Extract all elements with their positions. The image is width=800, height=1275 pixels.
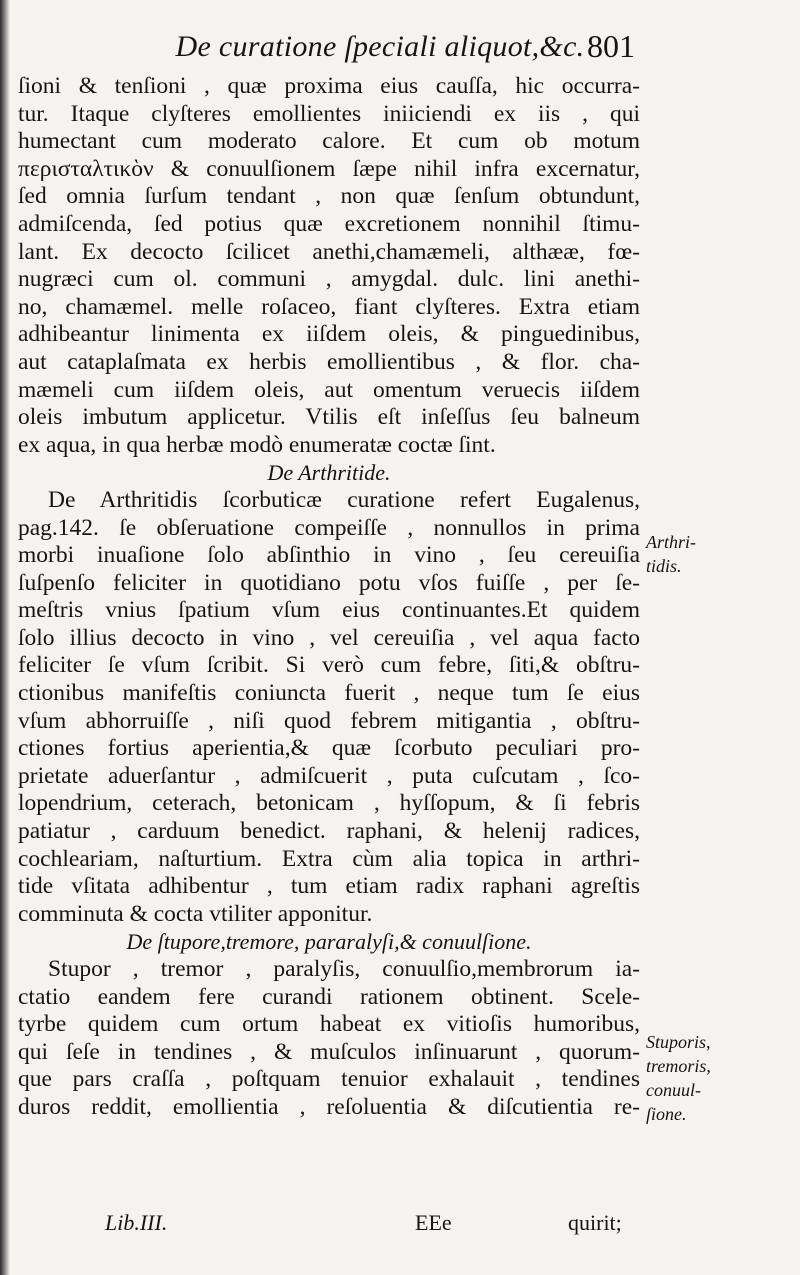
section-heading: De ſtupore,tremore, pararalyſi,& conuulſione. <box>126 929 532 955</box>
text-line: tyrbe quidem cum ortum habeat ex vitioſis humoribus, <box>18 1011 640 1038</box>
body-text <box>18 73 640 1122</box>
text-line: tide vſitata adhibentur , tum etiam radix raphani agreſtis <box>18 873 640 900</box>
text-line: ſolo illius decocto in vino , vel cereuiſia , vel aqua facto <box>18 624 640 651</box>
text-line: lopendrium, ceterach, betonicam , hyſſopum, & ſi febris <box>18 790 640 817</box>
text-line: περισταλτικὸν & conuulſionem ſæpe nihil infra excernatur, <box>18 155 640 182</box>
text-line: aut cataplaſmata ex herbis emollientibus , & flor. cha- <box>18 348 640 375</box>
text-line: qui ſeſe in tendines , & muſculos inſinuarunt , quorum- <box>18 1038 640 1065</box>
text-line: vſum abhorruiſſe , niſi quod febrem mitigantia , obſtru- <box>18 707 640 734</box>
text-line: morbi inuaſione ſolo abſinthio in vino , ſeu cereuiſia <box>18 542 640 569</box>
text-line: adhibeantur linimenta ex iiſdem oleis, & pinguedinibus, <box>18 321 640 348</box>
text-line: pag.142. ſe obſeruatione compeiſſe , nonnullos in prima <box>18 514 640 541</box>
text-line: De Arthritidis ſcorbuticæ curatione refert Eugalenus, <box>48 486 640 513</box>
text-line: lant. Ex decocto ſcilicet anethi,chamæmeli, althææ, fœ- <box>18 238 640 265</box>
signature-mark: Lib.III. <box>105 1210 168 1235</box>
text-line: ctionibus manifeſtis coniuncta fuerit , neque tum ſe eius <box>18 680 640 707</box>
text-line: ctiones fortius aperientia,& quæ ſcorbuto peculiari pro- <box>18 735 640 762</box>
text-line: ctatio eandem fere curandi rationem obtinent. Scele- <box>18 983 640 1010</box>
text-line: ſioni & tenſioni , quæ proxima eius cauſſa, hic occurra- <box>18 73 640 99</box>
margin-note-arthritis: Arthri- tidis. <box>646 532 697 576</box>
text-line: comminuta & cocta vtiliter apponitur. <box>18 900 373 927</box>
text-line: ex aqua, in qua herbæ modò enumeratæ coctæ ſint. <box>18 431 496 458</box>
text-line: admiſcenda, ſed potius quæ excretionem nonnihil ſtimu- <box>18 210 640 237</box>
page-number: 801 <box>587 28 635 64</box>
text-line: mæmeli cum iiſdem oleis, aut omentum veruecis iiſdem <box>18 376 640 403</box>
text-line: patiatur , carduum benedict. raphani, & helenij radices, <box>18 818 640 845</box>
text-line: prietate aduerſantur , admiſcuerit , puta cuſcutam , ſco- <box>18 762 640 789</box>
text-line: meſtris vnius ſpatium vſum eius continuantes.Et quidem <box>18 597 640 624</box>
text-line: ſed omnia ſurſum tendant , non quæ ſenſum obtundunt, <box>18 183 640 210</box>
text-line: feliciter ſe vſum ſcribit. Si verò cum febre, ſiti,& obſtru- <box>18 652 640 679</box>
text-line: humectant cum moderato calore. Et cum ob motum <box>18 128 640 155</box>
text-line: cochleariam, naſturtium. Extra cùm alia topica in arthri- <box>18 845 640 872</box>
text-line: oleis imbutum applicetur. Vtilis eſt inſeſſus ſeu balneum <box>18 404 640 431</box>
running-title: De curatione ſpeciali aliquot,&c. <box>175 30 585 63</box>
gathering-mark: EEe <box>415 1210 452 1235</box>
catchword: quirit; <box>568 1210 622 1235</box>
text-line: tur. Itaque clyſteres emollientes iniiciendi ex iis , qui <box>18 100 640 127</box>
section-heading: De Arthritide. <box>267 460 391 486</box>
text-line: nugræci cum ol. communi , amygdal. dulc. lini anethi- <box>18 266 640 293</box>
margin-note-stupor: Stuporis, tremoris, conuul- ſione. <box>646 1032 711 1124</box>
text-line: duros reddit, emollientia , reſoluentia & diſcutientia re- <box>18 1093 640 1120</box>
text-line: que pars craſſa , poſtquam tenuior exhalauit , tendines <box>18 1066 640 1093</box>
text-line: ſuſpenſo feliciter in quotidiano potu vſos fuiſſe , per ſe- <box>18 569 640 596</box>
page-gutter-shadow <box>0 0 10 1275</box>
text-line: no, chamæmel. melle roſaceo, fiant clyſteres. Extra etiam <box>18 293 640 320</box>
text-line: Stupor , tremor , paralyſis, conuulſio,membrorum ia- <box>48 956 640 982</box>
